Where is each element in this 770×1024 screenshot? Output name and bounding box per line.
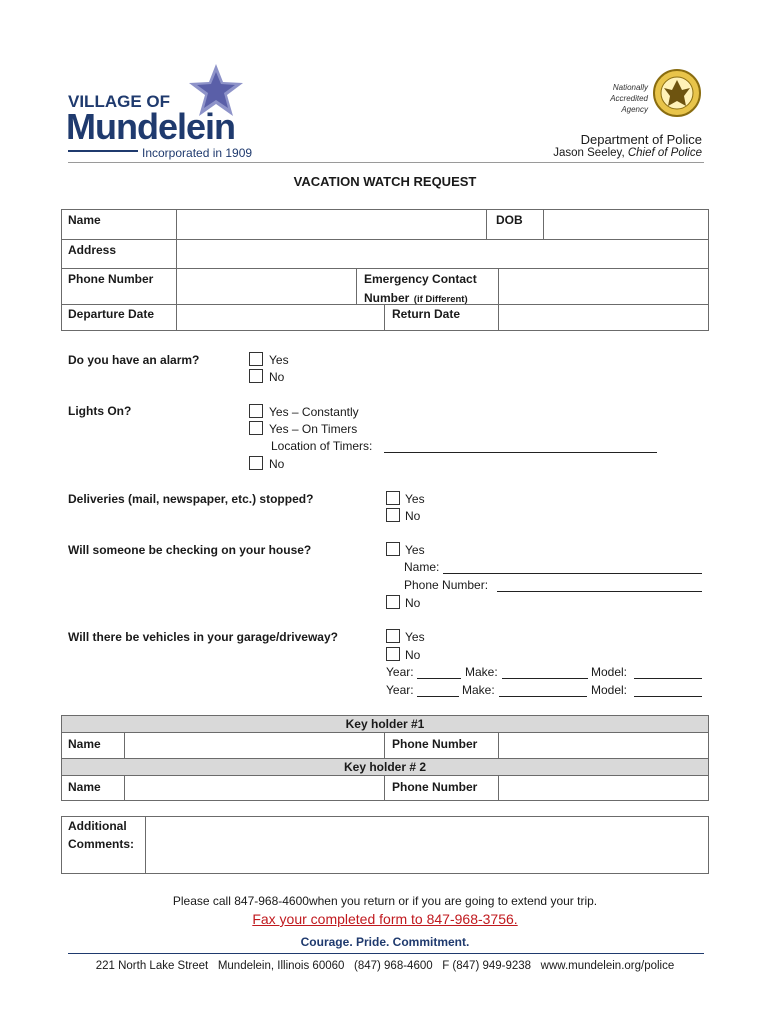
address-field[interactable] [178, 240, 707, 267]
incorporated-text: Incorporated in 1909 [142, 146, 253, 160]
lights-constantly-checkbox[interactable] [249, 404, 263, 418]
checking-no-checkbox[interactable] [386, 595, 400, 609]
chief-title: Chief of Police [627, 147, 702, 159]
comments-label-2: Comments: [68, 837, 135, 851]
accreditation-line: Accredited [610, 94, 648, 103]
call-note: Please call 847-968-4600when you return or if you are going to extend your trip. [172, 894, 598, 908]
lights-no-label: No [269, 457, 285, 471]
phone-field[interactable] [178, 269, 355, 303]
deliveries-question-text: Deliveries (mail, newspaper, etc.) stopped? [68, 492, 314, 506]
alarm-question-text: Do you have an alarm? [68, 353, 200, 367]
col-divider [486, 209, 487, 239]
emergency-note: (if Different) [413, 294, 468, 305]
vehicle2-year-field[interactable] [417, 696, 459, 697]
vehicle2-model-label: Model: [591, 683, 628, 697]
deliveries-yes-label: Yes [405, 492, 425, 506]
keyholder2-name-label: Name [68, 780, 101, 794]
col-divider [498, 776, 499, 801]
vehicles-no-checkbox[interactable] [386, 647, 400, 661]
keyholder1-title: Key holder #1 [345, 717, 425, 731]
col-divider [356, 268, 357, 304]
comments-label: Additional [68, 819, 127, 833]
return-label: Return Date [392, 307, 461, 321]
keyholder1-phone-label: Phone Number [392, 737, 478, 751]
checker-phone-label: Phone Number: [404, 578, 489, 592]
keyholder1-name-field[interactable] [126, 734, 383, 757]
timer-location-label: Location of Timers: [271, 439, 373, 453]
vehicles-question-text: Will there be vehicles in your garage/driveway? [68, 630, 338, 644]
motto: Courage. Pride. Commitment. [300, 935, 470, 949]
checking-question-text: Will someone be checking on your house? [68, 543, 312, 557]
keyholder2-phone-label: Phone Number [392, 780, 478, 794]
vehicle1-year-field[interactable] [417, 678, 461, 679]
checking-no-label: No [405, 596, 421, 610]
col-divider [124, 733, 125, 758]
accreditation-text [590, 82, 648, 115]
fax-note: Fax your completed form to 847-968-3756. [252, 911, 518, 927]
col-divider [498, 733, 499, 758]
col-divider [384, 733, 385, 758]
footer-divider [68, 953, 704, 954]
emergency-phone-field[interactable] [500, 269, 707, 303]
alarm-yes-checkbox[interactable] [249, 352, 263, 366]
vehicle2-make-field[interactable] [499, 696, 587, 697]
vehicle2-model-field[interactable] [634, 696, 702, 697]
keyholder1-phone-field[interactable] [500, 734, 707, 757]
col-divider [124, 776, 125, 801]
phone-label: Phone Number [68, 272, 154, 286]
vehicle2-make-label: Make: [462, 683, 495, 697]
header-divider [68, 162, 704, 163]
comments-field[interactable] [147, 817, 708, 873]
checker-name-label: Name: [404, 560, 440, 574]
deliveries-yes-checkbox[interactable] [386, 491, 400, 505]
vehicles-yes-checkbox[interactable] [386, 629, 400, 643]
chief-line [553, 147, 702, 159]
lights-question-text: Lights On? [68, 404, 132, 418]
col-divider [384, 304, 385, 331]
footer-address: 221 North Lake Street Mundelein, Illinois 60060 (847) 968-4600 F (847) 949-9238 www.mundelein.org/police [95, 960, 675, 972]
form-title: VACATION WATCH REQUEST [293, 174, 477, 189]
accreditation-line: Agency [621, 105, 648, 114]
col-divider [498, 268, 499, 331]
checker-phone-field[interactable] [497, 591, 702, 592]
keyholder2-name-field[interactable] [126, 777, 383, 800]
lights-timers-checkbox[interactable] [249, 421, 263, 435]
col-divider [384, 776, 385, 801]
deliveries-no-label: No [405, 509, 421, 523]
lights-constantly-label: Yes – Constantly [269, 405, 359, 419]
deliveries-no-checkbox[interactable] [386, 508, 400, 522]
checking-yes-label: Yes [405, 543, 425, 557]
alarm-no-label: No [269, 370, 285, 384]
alarm-yes-label: Yes [269, 353, 289, 367]
department-name: Department of Police [580, 132, 702, 147]
emergency-label: Emergency Contact [364, 272, 477, 286]
timer-location-field[interactable] [384, 452, 657, 453]
address-label: Address [68, 243, 117, 257]
col-divider [145, 816, 146, 874]
keyholder2-title: Key holder # 2 [343, 760, 427, 774]
lights-no-checkbox[interactable] [249, 456, 263, 470]
vehicles-yes-label: Yes [405, 630, 425, 644]
keyholder2-phone-field[interactable] [500, 777, 707, 800]
emergency-number-label: Number [364, 291, 410, 305]
vehicle1-make-label: Make: [465, 665, 498, 679]
vehicle1-model-field[interactable] [634, 678, 702, 679]
village-name: Mundelein [66, 106, 235, 147]
chief-name: Jason Seeley, [553, 147, 628, 159]
alarm-no-checkbox[interactable] [249, 369, 263, 383]
col-divider [543, 209, 544, 239]
departure-field[interactable] [178, 305, 383, 330]
lights-timers-label: Yes – On Timers [269, 422, 358, 436]
vehicle1-make-field[interactable] [502, 678, 588, 679]
accreditation-seal-icon [652, 68, 702, 118]
vehicle1-year-label: Year: [386, 665, 414, 679]
village-of-text: VILLAGE OF [68, 92, 170, 111]
col-divider [176, 209, 177, 331]
dob-label: DOB [496, 213, 523, 227]
logo-rule [68, 150, 138, 152]
name-label: Name [68, 213, 101, 227]
departure-label: Departure Date [68, 307, 155, 321]
name-field[interactable] [178, 210, 484, 238]
keyholder1-name-label: Name [68, 737, 101, 751]
accreditation-line: Nationally [612, 83, 648, 92]
vehicle1-model-label: Model: [591, 665, 628, 679]
vehicle2-year-label: Year: [386, 683, 414, 697]
vehicles-no-label: No [405, 648, 421, 662]
checking-yes-checkbox[interactable] [386, 542, 400, 556]
checker-name-field[interactable] [443, 573, 702, 574]
dob-field[interactable] [545, 210, 707, 238]
return-field[interactable] [500, 305, 707, 330]
